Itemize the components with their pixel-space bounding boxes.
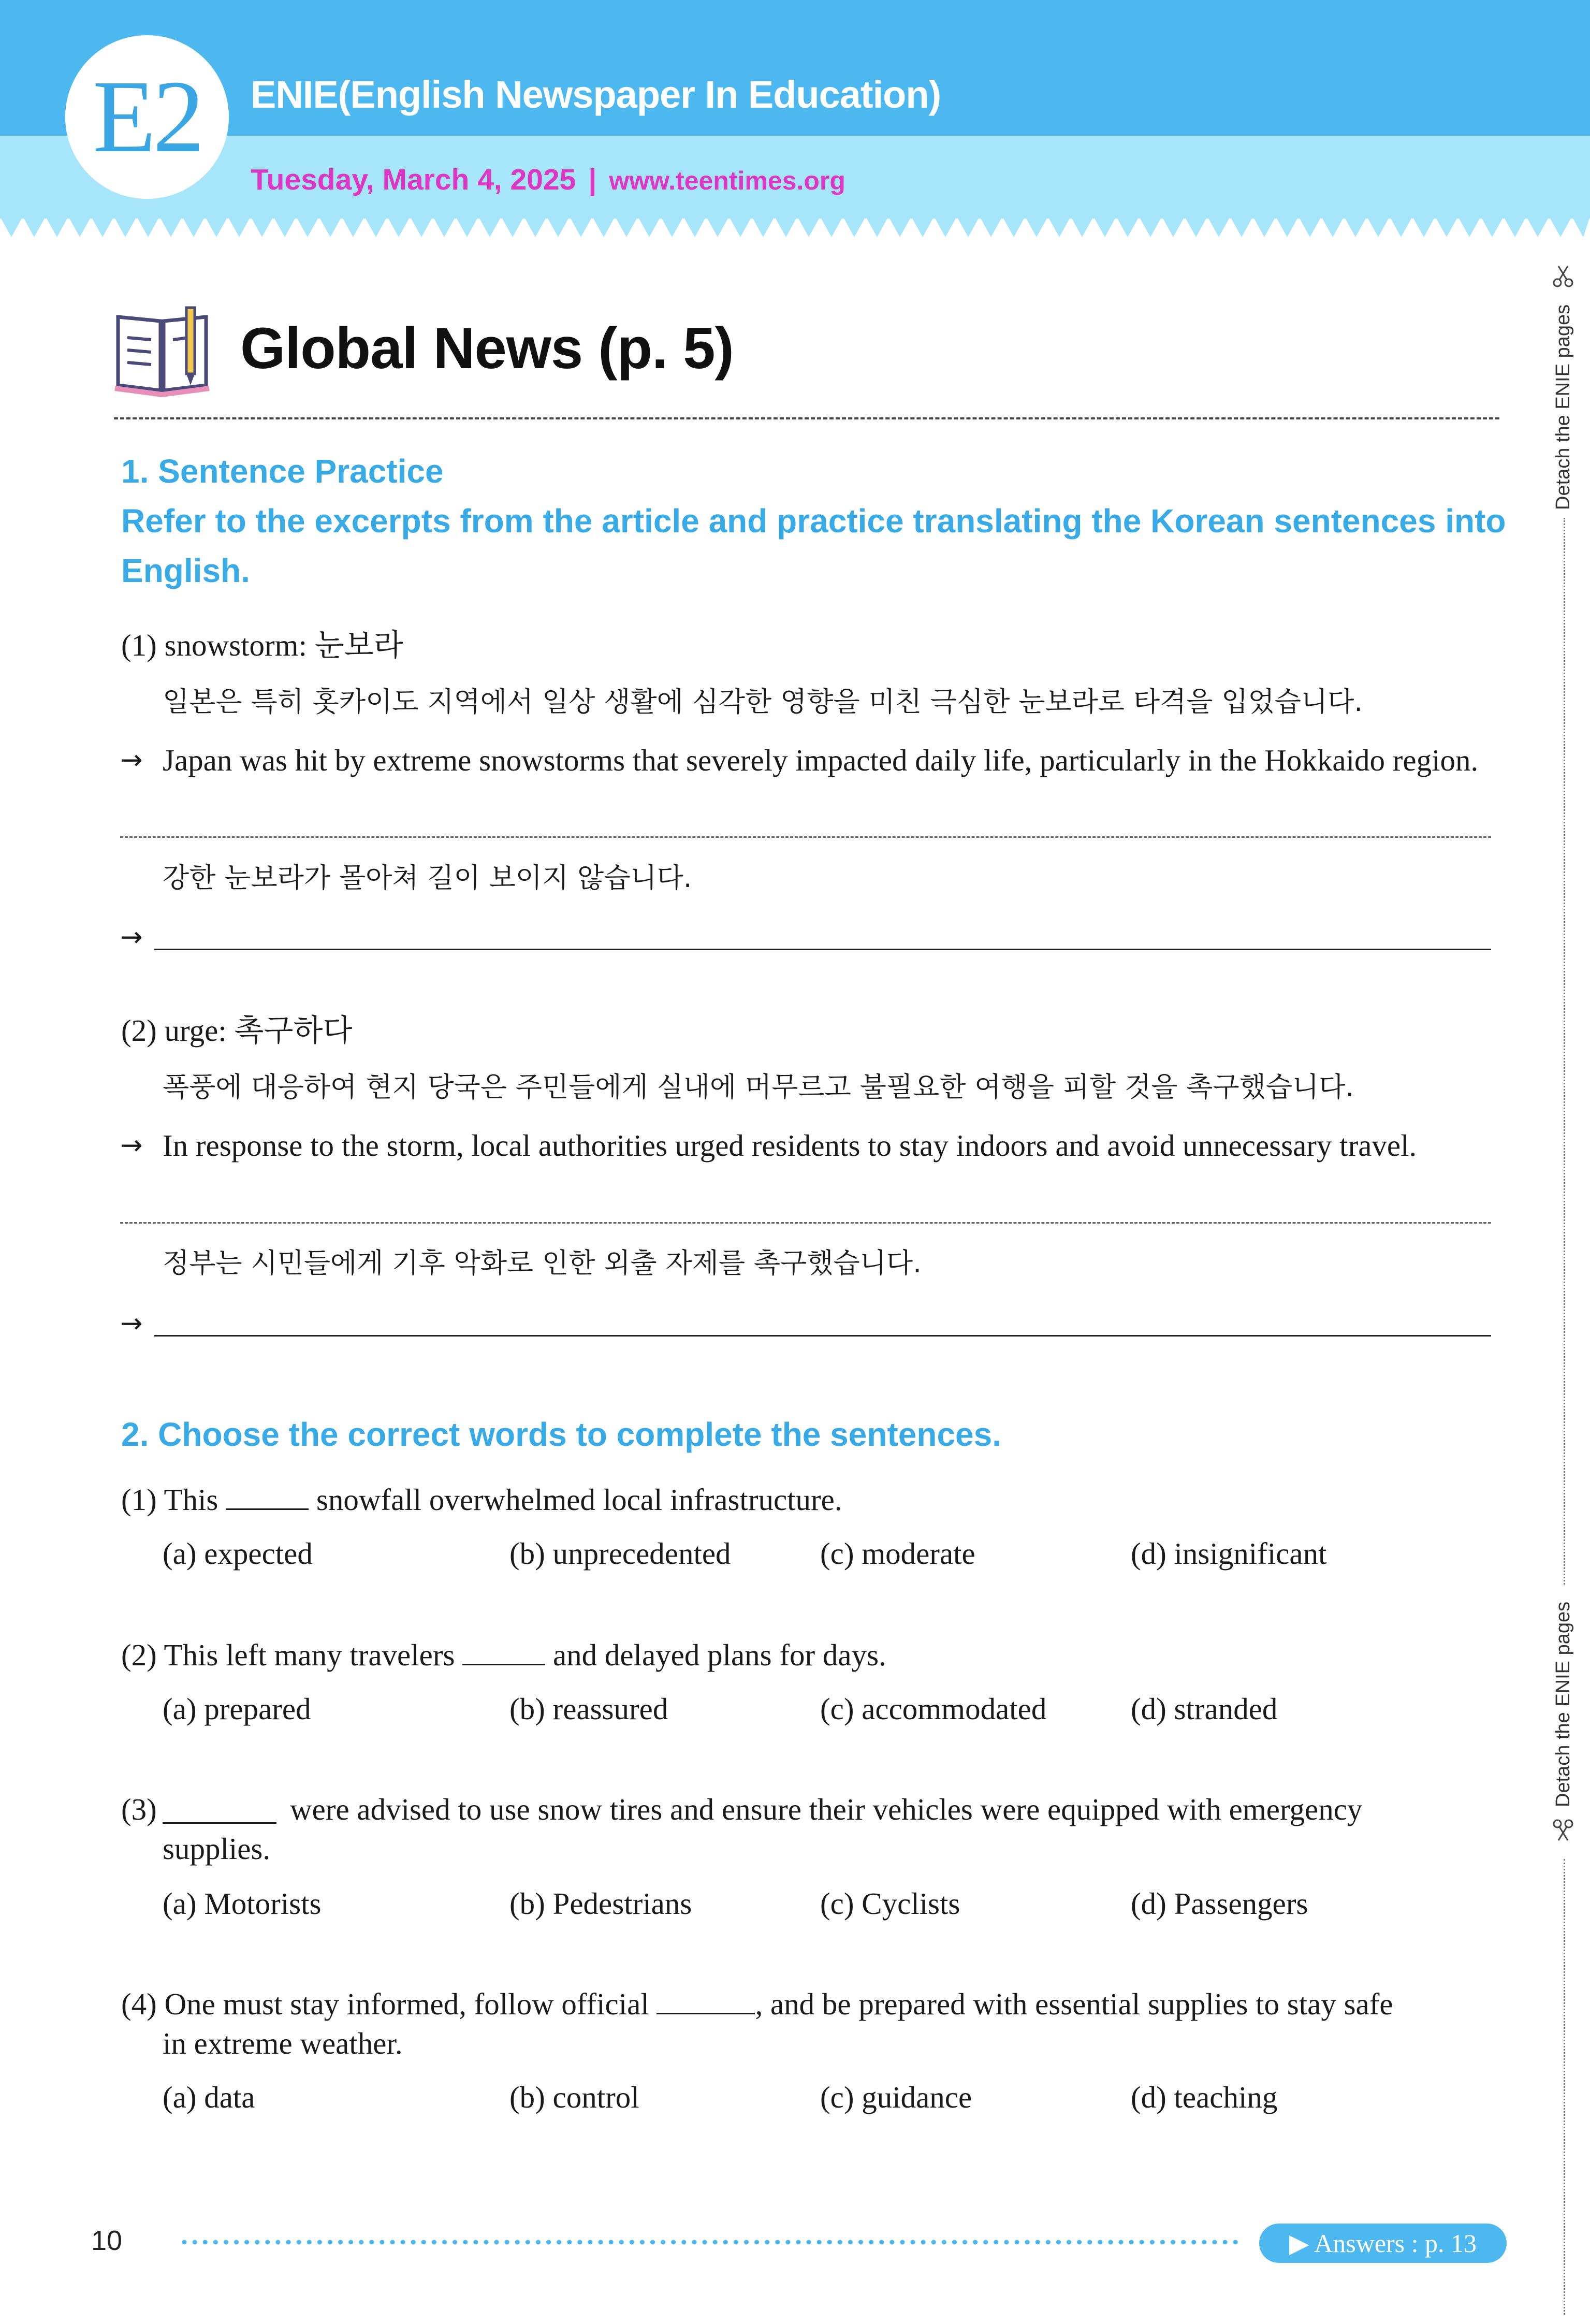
footer-dotted-rule: [182, 2238, 1243, 2246]
question-4: [121, 1984, 1393, 2024]
option-3c[interactable]: (c) Cyclists: [820, 1886, 960, 1921]
scissors-icon: [1550, 1818, 1576, 1843]
section1-instruction: Refer to the excerpts from the article and practice translating the Korean sentences into English.: [121, 502, 1506, 589]
option-3d[interactable]: (d) Passengers: [1131, 1886, 1308, 1921]
option-2d[interactable]: (d) stranded: [1131, 1692, 1278, 1726]
arrow-icon: →: [120, 922, 143, 953]
question-text: and delayed plans for days.: [552, 1638, 886, 1672]
example-english-2: In response to the storm, local authorities urged residents to stay indoors and avoid unnecessary travel.: [163, 1128, 1417, 1163]
vocab-label-urge: (2) urge: 촉구하다: [121, 1013, 353, 1048]
question-2: [121, 1635, 886, 1675]
detach-label: Detach the ENIE pages: [1552, 1601, 1574, 1807]
question-3-continuation: supplies.: [163, 1832, 271, 1866]
question-text: This: [164, 1483, 218, 1517]
answer-blank[interactable]: [163, 1795, 276, 1824]
detach-guide-line: [1564, 518, 1565, 1585]
option-4d[interactable]: (d) teaching: [1131, 2080, 1278, 2114]
item-divider: [120, 836, 1491, 838]
title-divider: [114, 417, 1499, 419]
section1-title: 1. Sentence Practice: [121, 453, 444, 490]
question-text: One must stay informed, follow official: [164, 1987, 649, 2021]
answer-line-1[interactable]: [154, 949, 1491, 950]
question-3-text: were advised to use snow tires and ensure their vehicles were equipped with emergency: [290, 1792, 1363, 1826]
example-korean-1: 일본은 특히 홋카이도 지역에서 일상 생활에 심각한 영향을 미친 극심한 눈보라로 타격을 입었습니다.: [163, 686, 1363, 718]
detach-guide-line: [1564, 1859, 1565, 2315]
item-divider: [120, 1222, 1491, 1224]
detach-label: Detach the ENIE pages: [1552, 304, 1574, 510]
practice-korean-2: 정부는 시민들에게 기후 악화로 인한 외출 자제를 촉구했습니다.: [163, 1247, 922, 1279]
question-number: (4): [121, 1987, 157, 2021]
option-4b[interactable]: (b) control: [509, 2080, 639, 2114]
section2-title: 2. Choose the correct words to complete the sentences.: [121, 1416, 1001, 1453]
date-separator: |: [588, 163, 597, 196]
question-number: (2): [121, 1638, 157, 1672]
book-icon: [114, 296, 210, 400]
question-number: (1): [121, 1483, 157, 1517]
option-2b[interactable]: (b) reassured: [509, 1692, 668, 1726]
arrow-icon: →: [120, 745, 143, 776]
option-4c[interactable]: (c) guidance: [820, 2080, 972, 2114]
question-1: [121, 1480, 842, 1519]
option-1d[interactable]: (d) insignificant: [1131, 1536, 1327, 1571]
newspaper-title: ENIE(English Newspaper In Education): [251, 73, 941, 116]
option-4a[interactable]: (a) data: [163, 2080, 255, 2114]
question-text: , and be prepared with essential supplies to stay safe: [755, 1987, 1393, 2021]
arrow-icon: →: [120, 1130, 143, 1161]
section-logo: E2: [92, 60, 202, 174]
option-1c[interactable]: (c) moderate: [820, 1536, 975, 1571]
question-text: This left many travelers: [164, 1638, 455, 1672]
example-english-1: Japan was hit by extreme snowstorms that severely impacted daily life, particularly in the Hokkaido region.: [163, 743, 1479, 777]
practice-korean-1: 강한 눈보라가 몰아쳐 길이 보이지 않습니다.: [163, 862, 692, 894]
date-line: [251, 163, 845, 197]
option-1a[interactable]: (a) expected: [163, 1536, 313, 1571]
issue-date: Tuesday, March 4, 2025: [251, 163, 576, 196]
answers-link[interactable]: ▶ Answers : p. 13: [1259, 2224, 1507, 2263]
option-2a[interactable]: (a) prepared: [163, 1692, 311, 1726]
answer-blank[interactable]: [657, 1985, 755, 2014]
vocab-label-snowstorm: (1) snowstorm: 눈보라: [121, 628, 403, 662]
example-korean-2: 폭풍에 대응하여 현지 당국은 주민들에게 실내에 머무르고 불필요한 여행을 피할 것을 촉구했습니다.: [163, 1071, 1354, 1103]
answer-blank[interactable]: [462, 1636, 545, 1665]
question-4-continuation: in extreme weather.: [163, 2026, 403, 2060]
option-1b[interactable]: (b) unprecedented: [509, 1536, 731, 1571]
option-2c[interactable]: (c) accommodated: [820, 1692, 1047, 1726]
question-text: snowfall overwhelmed local infrastructure.: [316, 1483, 842, 1517]
option-3a[interactable]: (a) Motorists: [163, 1886, 322, 1921]
scissors-icon: [1550, 263, 1576, 289]
header-zigzag-edge: [0, 216, 1590, 243]
question-3-number: (3): [121, 1792, 157, 1826]
answer-line-2[interactable]: [154, 1335, 1491, 1337]
answer-blank[interactable]: [226, 1481, 309, 1510]
website-link[interactable]: www.teentimes.org: [609, 166, 845, 195]
option-3b[interactable]: (b) Pedestrians: [509, 1886, 692, 1921]
arrow-icon: →: [120, 1308, 143, 1339]
page-title: Global News (p. 5): [240, 316, 734, 381]
page-number: 10: [91, 2225, 123, 2256]
